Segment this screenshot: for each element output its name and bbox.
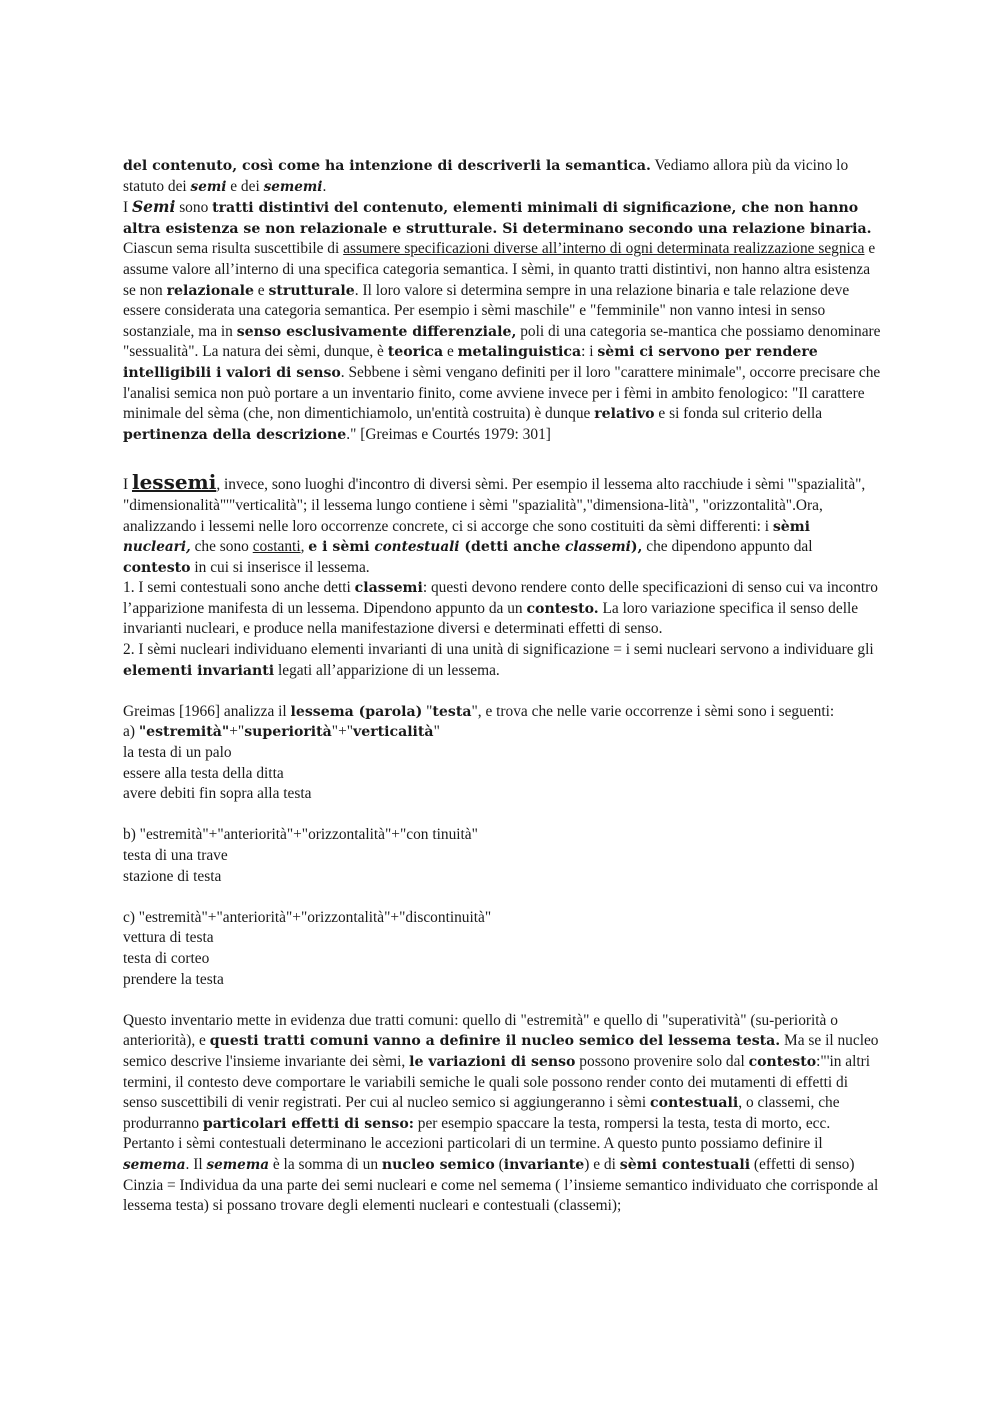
- paragraph-nucleari: 2. I sèmi nucleari individuano elementi invarianti di una unità di significazione = i semi nucleari servono a individuare gli elementi invarianti legati all’apparizione di un lessema.: [123, 641, 874, 679]
- list-item: testa di corteo: [123, 949, 210, 967]
- paragraph-semi: I Semi sono tratti distintivi del contenuto, elementi minimali di significazione, che non hanno altra esistenza se non relazionale e strutturale. Si determinano secondo una relazione binaria. Ciascun sema risulta suscettibile di assumere specificazioni diverse all’interno di ogni determinata realizzazione segnica e assume valore all’interno di una specifica categoria semantica. I sèmi, in quanto tratti distintivi, non hanno altra esistenza se non relazionale e strutturale. Il loro valore si determina sempre in una relazione binaria e tale relazione deve essere considerata una categoria semantica. Per esempio i sèmi maschile" e "femminile" non vanno intesi in senso sostanziale, ma in senso esclusivamente differenziale, poli di una categoria se-mantica che possiamo denominare "sessualità". La natura dei sèmi, dunque, è teorica e metalinguistica: i sèmi ci servono per rendere intelligibili i valori di senso. Sebbene i sèmi vengano definiti per il loro "carattere minimale", occorre precisare che l'analisi semica non può portare a un inventario finito, come avviene invece per i fèmi in ambito fenologico: "Il carattere minimale del sèma (che, non dimentichiamolo, un'entità costruita) è dunque relativo e si fonda sul criterio della pertinenza della descrizione." [Greimas e Courtés 1979: 301]: [123, 197, 881, 443]
- spacer: [123, 445, 881, 472]
- paragraph-semantica: del contenuto, così come ha intenzione di descriverli la semantica. Vediamo allora più da vicino lo statuto dei semi e dei sememi.: [123, 157, 849, 195]
- paragraph-greimas: Greimas [1966] analizza il lessema (parola) "testa", e trova che nelle varie occorrenze i sèmi sono i seguenti:: [123, 702, 835, 720]
- spacer: [123, 681, 881, 702]
- list-a-heading: a) "estremità"+"superiorità"+"verticalità": [123, 723, 440, 741]
- list-item: testa di una trave: [123, 847, 228, 864]
- paragraph-inventario: Questo inventario mette in evidenza due tratti comuni: quello di "estremità" e quello di "superatività" (su-periorità o anteriorità), e questi tratti comuni vanno a definire il nucleo semico del lessema testa. Ma se il nucleo semico descrive l'insieme invariante dei sèmi, le variazioni di senso possono provenire solo dal contesto:"'in altri termini, il contesto deve comportare le variabili semiche le quali sole possono render conto dei mutamenti di effetti di senso suscettibili di venir registrati. Per cui al nucleo semico si aggiungeranno i sèmi contestuali, o classemi, che produrranno particolari effetti di senso: per esempio spaccare la testa, rompersi la testa, testa di morto, ecc. Pertanto i sèmi contestuali determinano le accezioni particolari di un termine. A questo punto possiamo definire il semema. Il semema è la somma di un nucleo semico (invariante) e di sèmi contestuali (effetti di senso): [123, 1011, 879, 1173]
- paragraph-classemi: 1. I semi contestuali sono anche detti classemi: questi devono rendere conto delle specificazioni di senso cui va incontro l’apparizione manifesta di un lessema. Dipendono appunto da un contesto. La loro variazione specifica il senso delle invarianti nucleari, e produce nella manifestazione diversi e determinati effetti di senso.: [123, 579, 878, 638]
- list-c-heading: c) "estremità"+"anteriorità"+"orizzontalità"+"discontinuità": [123, 908, 492, 926]
- list-item: avere debiti fin sopra alla testa: [123, 785, 312, 803]
- spacer: [123, 887, 881, 908]
- spacer: [123, 805, 881, 826]
- list-item: prendere la testa: [123, 970, 224, 988]
- paragraph-cinzia: Cinzia = Individua da una parte dei semi nucleari e come nel semema ( l’insieme semantico individuato che corrisponde al lessema testa) si possano trovare degli elementi nucleari e contestuali (classemi);: [123, 1176, 879, 1215]
- spacer: [123, 990, 881, 1011]
- list-item: vettura di testa: [123, 929, 214, 947]
- list-item: stazione di testa: [123, 867, 222, 885]
- list-item: essere alla testa della ditta: [123, 764, 284, 782]
- list-item: la testa di un palo: [123, 744, 232, 762]
- list-b-heading: b) "estremità"+"anteriorità"+"orizzontalità"+"con tinuità": [123, 826, 478, 844]
- paragraph-lessemi: I lessemi, invece, sono luoghi d'incontro di diversi sèmi. Per esempio il lessema alto racchiude i sèmi '"spazialità", "dimensionalità"'"verticalità"; il lessema lungo contiene i sèmi "spazialità","dimensiona-lità", "orizzontalità".Ora, analizzando i lessemi nelle loro occorrenze concrete, ci si accorge che sono costituiti da sèmi differenti: i sèmi nucleari, che sono costanti, e i sèmi contestuali (detti anche classemi), che dipendono appunto dal contesto in cui si inserisce il lessema.: [123, 470, 866, 576]
- document-page: [123, 156, 881, 1217]
